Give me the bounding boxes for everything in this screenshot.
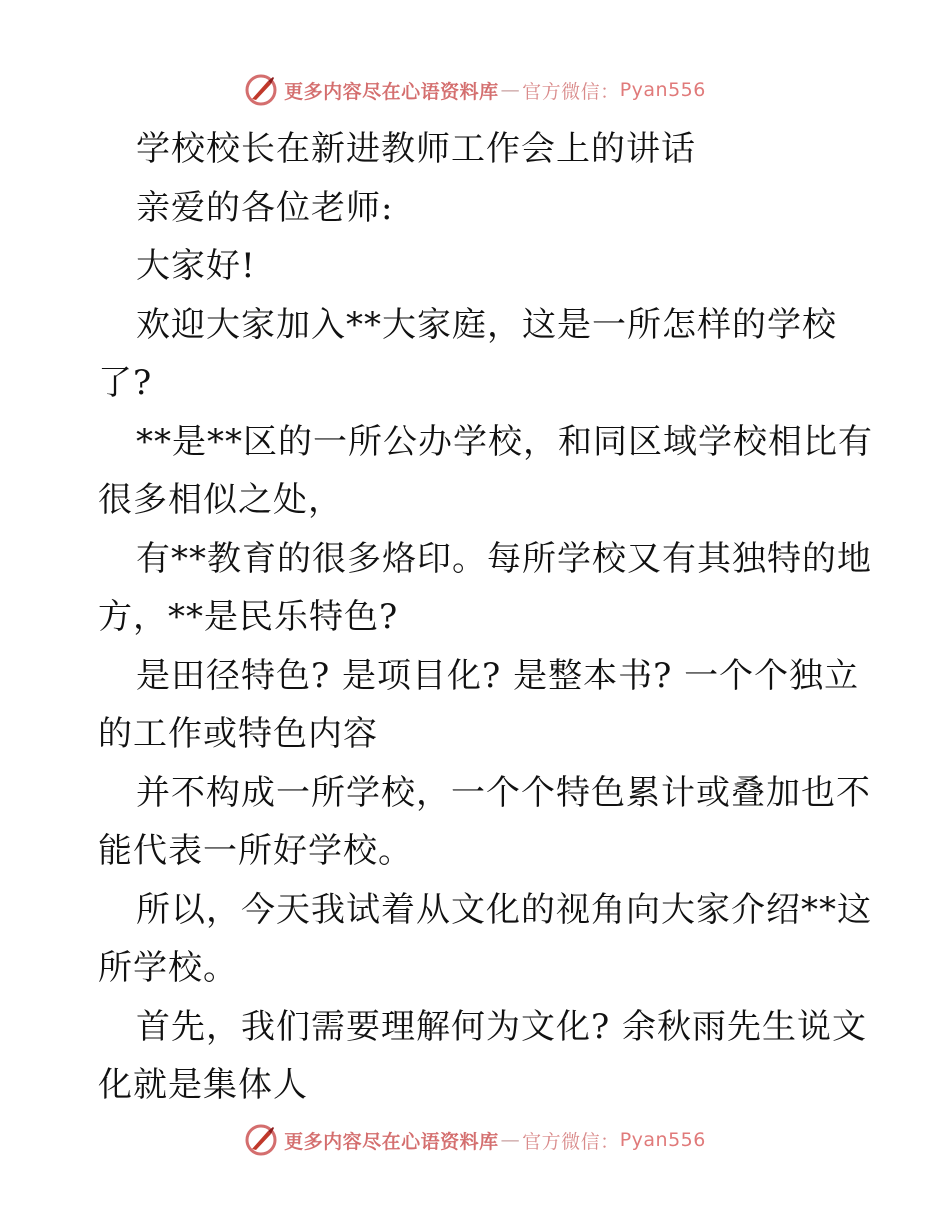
watermark-main-text: 更多内容尽在心语资料库 bbox=[284, 1130, 499, 1153]
paragraph-line: 了? bbox=[98, 363, 153, 403]
watermark-separator: — bbox=[500, 1129, 521, 1151]
watermark-separator: — bbox=[500, 79, 521, 101]
paragraph-line: 很多相似之处， bbox=[98, 480, 343, 520]
paragraph-line: 所学校。 bbox=[98, 948, 238, 988]
paragraph-line: 并不构成一所学校，一个个特色累计或叠加也不 bbox=[136, 772, 871, 813]
watermark-main-text: 更多内容尽在心语资料库 bbox=[284, 80, 499, 103]
paragraph-line: 是田径特色? 是项目化? 是整本书? 一个个独立 bbox=[136, 655, 860, 696]
paragraph-line: **是**区的一所公办学校，和同区域学校相比有 bbox=[136, 421, 873, 462]
quill-logo-icon bbox=[244, 73, 278, 107]
paragraph-line: 化就是集体人 bbox=[98, 1065, 308, 1105]
header-watermark bbox=[0, 70, 950, 110]
paragraph-line: 的工作或特色内容 bbox=[98, 714, 378, 754]
watermark-wechat-label: 官方微信： bbox=[522, 80, 620, 103]
paragraph-line: 方，**是民乐特色? bbox=[98, 597, 399, 637]
watermark-wechat-id: Pyan556 bbox=[619, 1129, 706, 1151]
document-body bbox=[98, 120, 873, 1115]
paragraph-line: 能代表一所好学校。 bbox=[98, 831, 413, 871]
watermark-wechat-id: Pyan556 bbox=[619, 79, 706, 101]
paragraph-line: 欢迎大家加入**大家庭，这是一所怎样的学校 bbox=[136, 304, 837, 345]
quill-logo-icon bbox=[244, 1123, 278, 1157]
paragraph-line: 有**教育的很多烙印。每所学校又有其独特的地 bbox=[136, 538, 872, 579]
footer-watermark bbox=[0, 1120, 950, 1160]
paragraph-line: 所以，今天我试着从文化的视角向大家介绍**这 bbox=[136, 889, 872, 930]
watermark-wechat-label: 官方微信： bbox=[522, 1130, 620, 1153]
paragraph-line: 首先，我们需要理解何为文化? 余秋雨先生说文 bbox=[136, 1006, 868, 1047]
salutation: 亲爱的各位老师: bbox=[136, 187, 394, 228]
document-title: 学校校长在新进教师工作会上的讲话 bbox=[136, 129, 696, 169]
greeting: 大家好! bbox=[136, 246, 256, 286]
